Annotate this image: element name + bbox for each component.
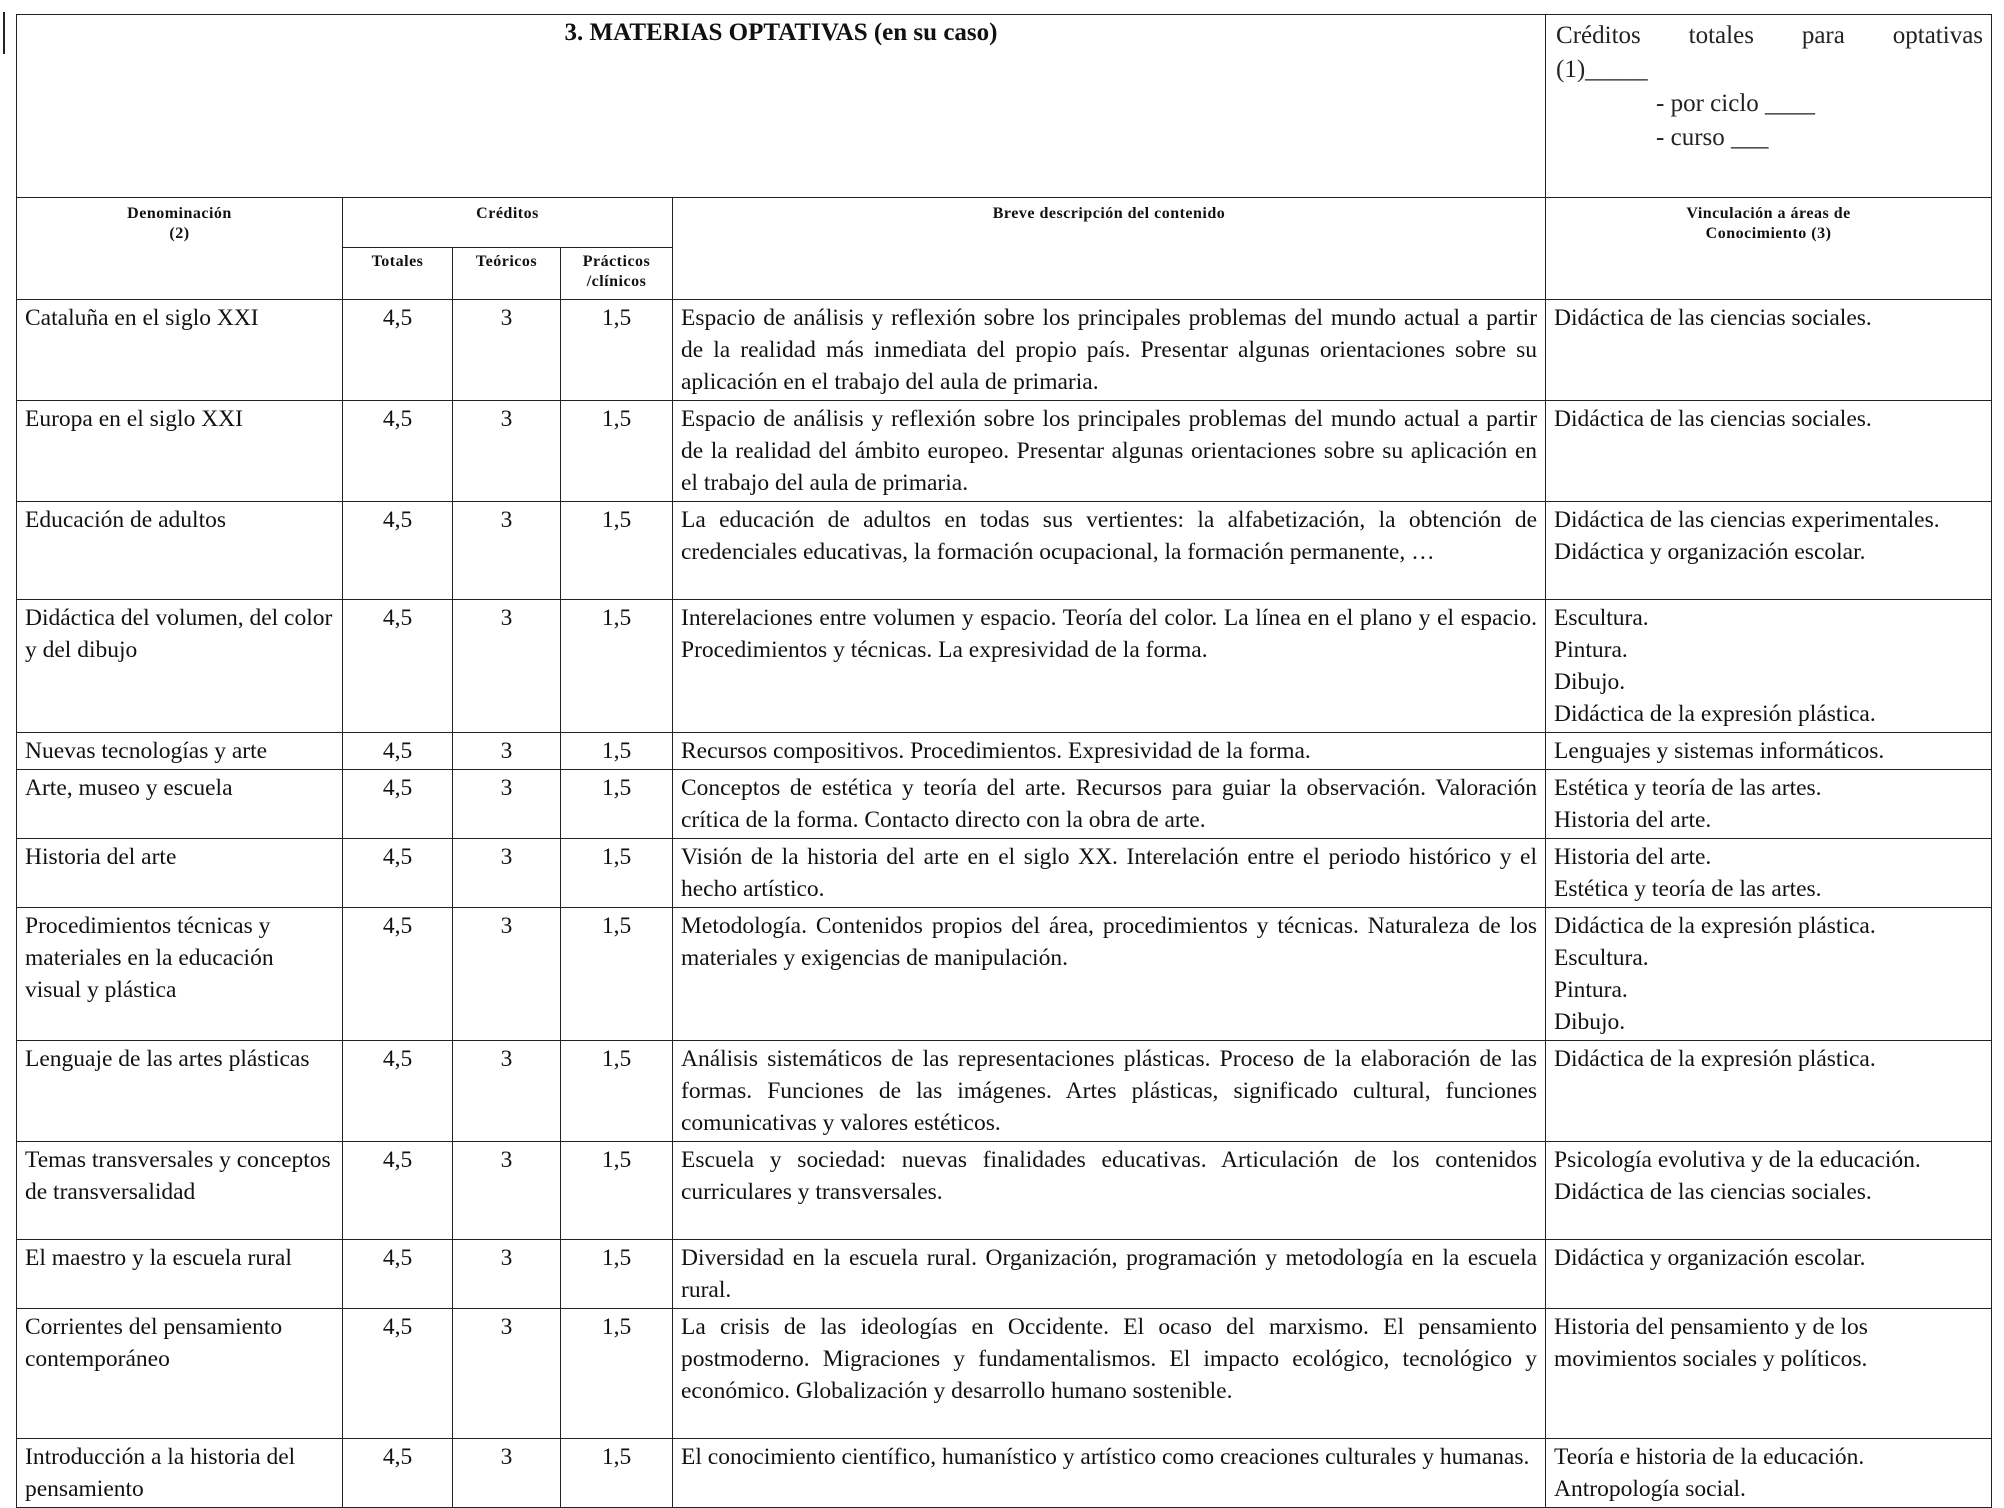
col-header-creditos bbox=[343, 198, 673, 248]
vinculacion-area: Dibujo. bbox=[1554, 669, 1626, 695]
creditos-totales-cell: 4,5 bbox=[343, 839, 453, 908]
vinculacion-cell bbox=[1546, 1041, 1992, 1142]
col-header-practicos bbox=[561, 248, 673, 300]
creditos-practicos-cell: 1,5 bbox=[561, 1142, 673, 1240]
creditos-practicos-cell: 1,5 bbox=[561, 502, 673, 600]
optativas-table bbox=[16, 14, 1992, 1508]
credits-box-line3: - por ciclo ____ bbox=[1656, 90, 1816, 117]
table-row bbox=[17, 1439, 1992, 1508]
creditos-teoricos-cell: 3 bbox=[453, 1041, 561, 1142]
creditos-teoricos-cell: 3 bbox=[453, 600, 561, 733]
table-row bbox=[17, 839, 1992, 908]
creditos-teoricos-cell: 3 bbox=[453, 770, 561, 839]
table-row bbox=[17, 733, 1992, 770]
creditos-totales-cell: 4,5 bbox=[343, 1142, 453, 1240]
descripcion-cell: Espacio de análisis y reflexión sobre los principales problemas del mundo actual a partir de la realidad más inmediata del propio país. Presentar algunas orientaciones sobre su aplicación en el trabajo del aula de primaria. bbox=[673, 300, 1546, 401]
creditos-practicos-cell: 1,5 bbox=[561, 1439, 673, 1508]
denominacion-cell: Introducción a la historia del pensamiento bbox=[17, 1439, 343, 1508]
denominacion-cell: Cataluña en el siglo XXI bbox=[17, 300, 343, 401]
col-header-denominacion bbox=[17, 198, 343, 300]
denominacion-cell: Historia del arte bbox=[17, 839, 343, 908]
col-header-totales-label: Totales bbox=[371, 253, 424, 270]
vinculacion-area: Lenguajes y sistemas informáticos. bbox=[1554, 738, 1885, 764]
creditos-practicos-cell: 1,5 bbox=[561, 908, 673, 1041]
col-header-descripcion bbox=[673, 198, 1546, 300]
vinculacion-cell bbox=[1546, 839, 1992, 908]
col-header-totales bbox=[343, 248, 453, 300]
credits-box-line2: (1)_____ bbox=[1556, 56, 1648, 83]
vinculacion-area: Historia del arte. bbox=[1554, 807, 1712, 833]
creditos-teoricos-cell: 3 bbox=[453, 839, 561, 908]
col-header-creditos-label: Créditos bbox=[476, 205, 539, 222]
creditos-practicos-cell: 1,5 bbox=[561, 600, 673, 733]
vinculacion-area: Didáctica de la expresión plástica. bbox=[1554, 913, 1876, 939]
creditos-teoricos-cell: 3 bbox=[453, 908, 561, 1041]
descripcion-cell: Metodología. Contenidos propios del área, procedimientos y técnicas. Naturaleza de los materiales y exigencias de manipulación. bbox=[673, 908, 1546, 1041]
vinculacion-area: Pintura. bbox=[1554, 977, 1628, 1003]
vinculacion-area: Pintura. bbox=[1554, 637, 1628, 663]
descripcion-cell: Visión de la historia del arte en el siglo XX. Interelación entre el periodo histórico y el hecho artístico. bbox=[673, 839, 1546, 908]
vinculacion-area: Historia del arte. bbox=[1554, 844, 1712, 870]
section-title: 3. MATERIAS OPTATIVAS (en su caso) bbox=[564, 19, 998, 46]
denominacion-cell: Arte, museo y escuela bbox=[17, 770, 343, 839]
vinculacion-area: Didáctica de las ciencias sociales. bbox=[1554, 305, 1872, 331]
table-row bbox=[17, 1240, 1992, 1309]
denominacion-cell: Lenguaje de las artes plásticas bbox=[17, 1041, 343, 1142]
vinculacion-cell bbox=[1546, 1309, 1992, 1439]
vinculacion-cell bbox=[1546, 1439, 1992, 1508]
vinculacion-cell bbox=[1546, 733, 1992, 770]
table-row bbox=[17, 908, 1992, 1041]
credits-box-line1: Créditos totales para optativas bbox=[1556, 22, 1984, 49]
vinculacion-area: Didáctica de las ciencias experimentales. bbox=[1554, 507, 1940, 533]
table-row bbox=[17, 1041, 1992, 1142]
col-header-teoricos bbox=[453, 248, 561, 300]
creditos-totales-cell: 4,5 bbox=[343, 401, 453, 502]
vinculacion-area: Didáctica de las ciencias sociales. bbox=[1554, 406, 1872, 432]
creditos-practicos-cell: 1,5 bbox=[561, 733, 673, 770]
descripcion-cell: Espacio de análisis y reflexión sobre los principales problemas del mundo actual a partir de la realidad del ámbito europeo. Presentar algunas orientaciones sobre su aplicación en el trabajo del aula de primaria. bbox=[673, 401, 1546, 502]
creditos-totales-cell: 4,5 bbox=[343, 600, 453, 733]
creditos-totales-cell: 4,5 bbox=[343, 908, 453, 1041]
col-header-practicos-label: Prácticos bbox=[582, 253, 651, 270]
col-header-denominacion-note: (2) bbox=[169, 225, 190, 242]
credits-box-line4: - curso ___ bbox=[1656, 124, 1769, 151]
descripcion-cell: Interelaciones entre volumen y espacio. Teoría del color. La línea en el plano y el espacio. Procedimientos y técnicas. La expresividad de la forma. bbox=[673, 600, 1546, 733]
creditos-teoricos-cell: 3 bbox=[453, 1240, 561, 1309]
table-row bbox=[17, 502, 1992, 600]
vinculacion-area: Teoría e historia de la educación. bbox=[1554, 1444, 1865, 1470]
creditos-totales-cell: 4,5 bbox=[343, 1041, 453, 1142]
table-row bbox=[17, 600, 1992, 733]
denominacion-cell: Europa en el siglo XXI bbox=[17, 401, 343, 502]
vinculacion-cell bbox=[1546, 502, 1992, 600]
col-header-teoricos-label: Teóricos bbox=[475, 253, 538, 270]
creditos-teoricos-cell: 3 bbox=[453, 502, 561, 600]
descripcion-cell: Análisis sistemáticos de las representaciones plásticas. Proceso de la elaboración de las formas. Funciones de las imágenes. Artes plásticas, significado cultural, funciones comunicativas y valores estéticos. bbox=[673, 1041, 1546, 1142]
denominacion-cell: Procedimientos técnicas y materiales en la educación visual y plástica bbox=[17, 908, 343, 1041]
denominacion-cell: Educación de adultos bbox=[17, 502, 343, 600]
vinculacion-area: Escultura. bbox=[1554, 605, 1649, 631]
vinculacion-cell bbox=[1546, 300, 1992, 401]
creditos-practicos-cell: 1,5 bbox=[561, 300, 673, 401]
creditos-practicos-cell: 1,5 bbox=[561, 1309, 673, 1439]
vinculacion-cell bbox=[1546, 908, 1992, 1041]
vinculacion-area: Psicología evolutiva y de la educación. bbox=[1554, 1147, 1921, 1173]
creditos-practicos-cell: 1,5 bbox=[561, 1240, 673, 1309]
descripcion-cell: La educación de adultos en todas sus vertientes: la alfabetización, la obtención de credenciales educativas, la formación ocupacional, la formación permanente, … bbox=[673, 502, 1546, 600]
vinculacion-cell bbox=[1546, 600, 1992, 733]
creditos-totales-cell: 4,5 bbox=[343, 300, 453, 401]
col-header-practicos-label2: /clínicos bbox=[586, 273, 647, 290]
table-body bbox=[17, 300, 1992, 1508]
vinculacion-area: Didáctica y organización escolar. bbox=[1554, 1245, 1866, 1271]
vinculacion-area: Estética y teoría de las artes. bbox=[1554, 876, 1822, 902]
col-header-vinculacion bbox=[1546, 198, 1992, 300]
vinculacion-area: Didáctica de la expresión plástica. bbox=[1554, 701, 1876, 727]
vinculacion-area: Estética y teoría de las artes. bbox=[1554, 775, 1822, 801]
descripcion-cell: Conceptos de estética y teoría del arte. Recursos para guiar la observación. Valoración crítica de la forma. Contacto directo con la obra de arte. bbox=[673, 770, 1546, 839]
margin-rule bbox=[3, 12, 5, 54]
vinculacion-cell bbox=[1546, 770, 1992, 839]
table-row bbox=[17, 300, 1992, 401]
vinculacion-cell bbox=[1546, 1240, 1992, 1309]
descripcion-cell: Recursos compositivos. Procedimientos. Expresividad de la forma. bbox=[673, 733, 1546, 770]
descripcion-cell: La crisis de las ideologías en Occidente. El ocaso del marxismo. El pensamiento postmoderno. Migraciones y fundamentalismos. El impacto ecológico, tecnológico y económico. Globalización y desarrollo humano sostenible. bbox=[673, 1309, 1546, 1439]
denominacion-cell: Didáctica del volumen, del color y del dibujo bbox=[17, 600, 343, 733]
table-row bbox=[17, 1309, 1992, 1439]
section-title-cell bbox=[17, 15, 1546, 198]
denominacion-cell: Temas transversales y conceptos de transversalidad bbox=[17, 1142, 343, 1240]
creditos-totales-cell: 4,5 bbox=[343, 733, 453, 770]
col-header-vinculacion-label2: Conocimiento (3) bbox=[1705, 225, 1832, 242]
creditos-totales-cell: 4,5 bbox=[343, 1439, 453, 1508]
creditos-teoricos-cell: 3 bbox=[453, 1309, 561, 1439]
denominacion-cell: Corrientes del pensamiento contemporáneo bbox=[17, 1309, 343, 1439]
creditos-teoricos-cell: 3 bbox=[453, 401, 561, 502]
creditos-teoricos-cell: 3 bbox=[453, 733, 561, 770]
creditos-totales-cell: 4,5 bbox=[343, 770, 453, 839]
vinculacion-area: Dibujo. bbox=[1554, 1009, 1626, 1035]
document-page bbox=[16, 14, 1991, 1508]
table-row bbox=[17, 1142, 1992, 1240]
creditos-practicos-cell: 1,5 bbox=[561, 1041, 673, 1142]
vinculacion-area: Antropología social. bbox=[1554, 1476, 1746, 1502]
vinculacion-area: Didáctica y organización escolar. bbox=[1554, 539, 1866, 565]
vinculacion-area: Didáctica de la expresión plástica. bbox=[1554, 1046, 1876, 1072]
descripcion-cell: Escuela y sociedad: nuevas finalidades educativas. Articulación de los contenidos curriculares y transversales. bbox=[673, 1142, 1546, 1240]
creditos-teoricos-cell: 3 bbox=[453, 1439, 561, 1508]
descripcion-cell: Diversidad en la escuela rural. Organización, programación y metodología en la escuela rural. bbox=[673, 1240, 1546, 1309]
creditos-practicos-cell: 1,5 bbox=[561, 401, 673, 502]
vinculacion-area: Didáctica de las ciencias sociales. bbox=[1554, 1179, 1872, 1205]
creditos-practicos-cell: 1,5 bbox=[561, 839, 673, 908]
col-header-denominacion-label: Denominación bbox=[127, 205, 232, 222]
vinculacion-area: Historia del pensamiento y de los movimientos sociales y políticos. bbox=[1554, 1314, 1868, 1372]
descripcion-cell: El conocimiento científico, humanístico y artístico como creaciones culturales y humanas. bbox=[673, 1439, 1546, 1508]
table-row bbox=[17, 770, 1992, 839]
vinculacion-cell bbox=[1546, 401, 1992, 502]
vinculacion-area: Escultura. bbox=[1554, 945, 1649, 971]
creditos-practicos-cell: 1,5 bbox=[561, 770, 673, 839]
denominacion-cell: El maestro y la escuela rural bbox=[17, 1240, 343, 1309]
denominacion-cell: Nuevas tecnologías y arte bbox=[17, 733, 343, 770]
creditos-totales-cell: 4,5 bbox=[343, 1240, 453, 1309]
creditos-totales-cell: 4,5 bbox=[343, 1309, 453, 1439]
creditos-totales-cell: 4,5 bbox=[343, 502, 453, 600]
table-row bbox=[17, 401, 1992, 502]
creditos-teoricos-cell: 3 bbox=[453, 300, 561, 401]
col-header-vinculacion-label: Vinculación a áreas de bbox=[1686, 205, 1851, 222]
credits-box bbox=[1546, 15, 1992, 198]
col-header-descripcion-label: Breve descripción del contenido bbox=[992, 205, 1226, 222]
creditos-teoricos-cell: 3 bbox=[453, 1142, 561, 1240]
vinculacion-cell bbox=[1546, 1142, 1992, 1240]
